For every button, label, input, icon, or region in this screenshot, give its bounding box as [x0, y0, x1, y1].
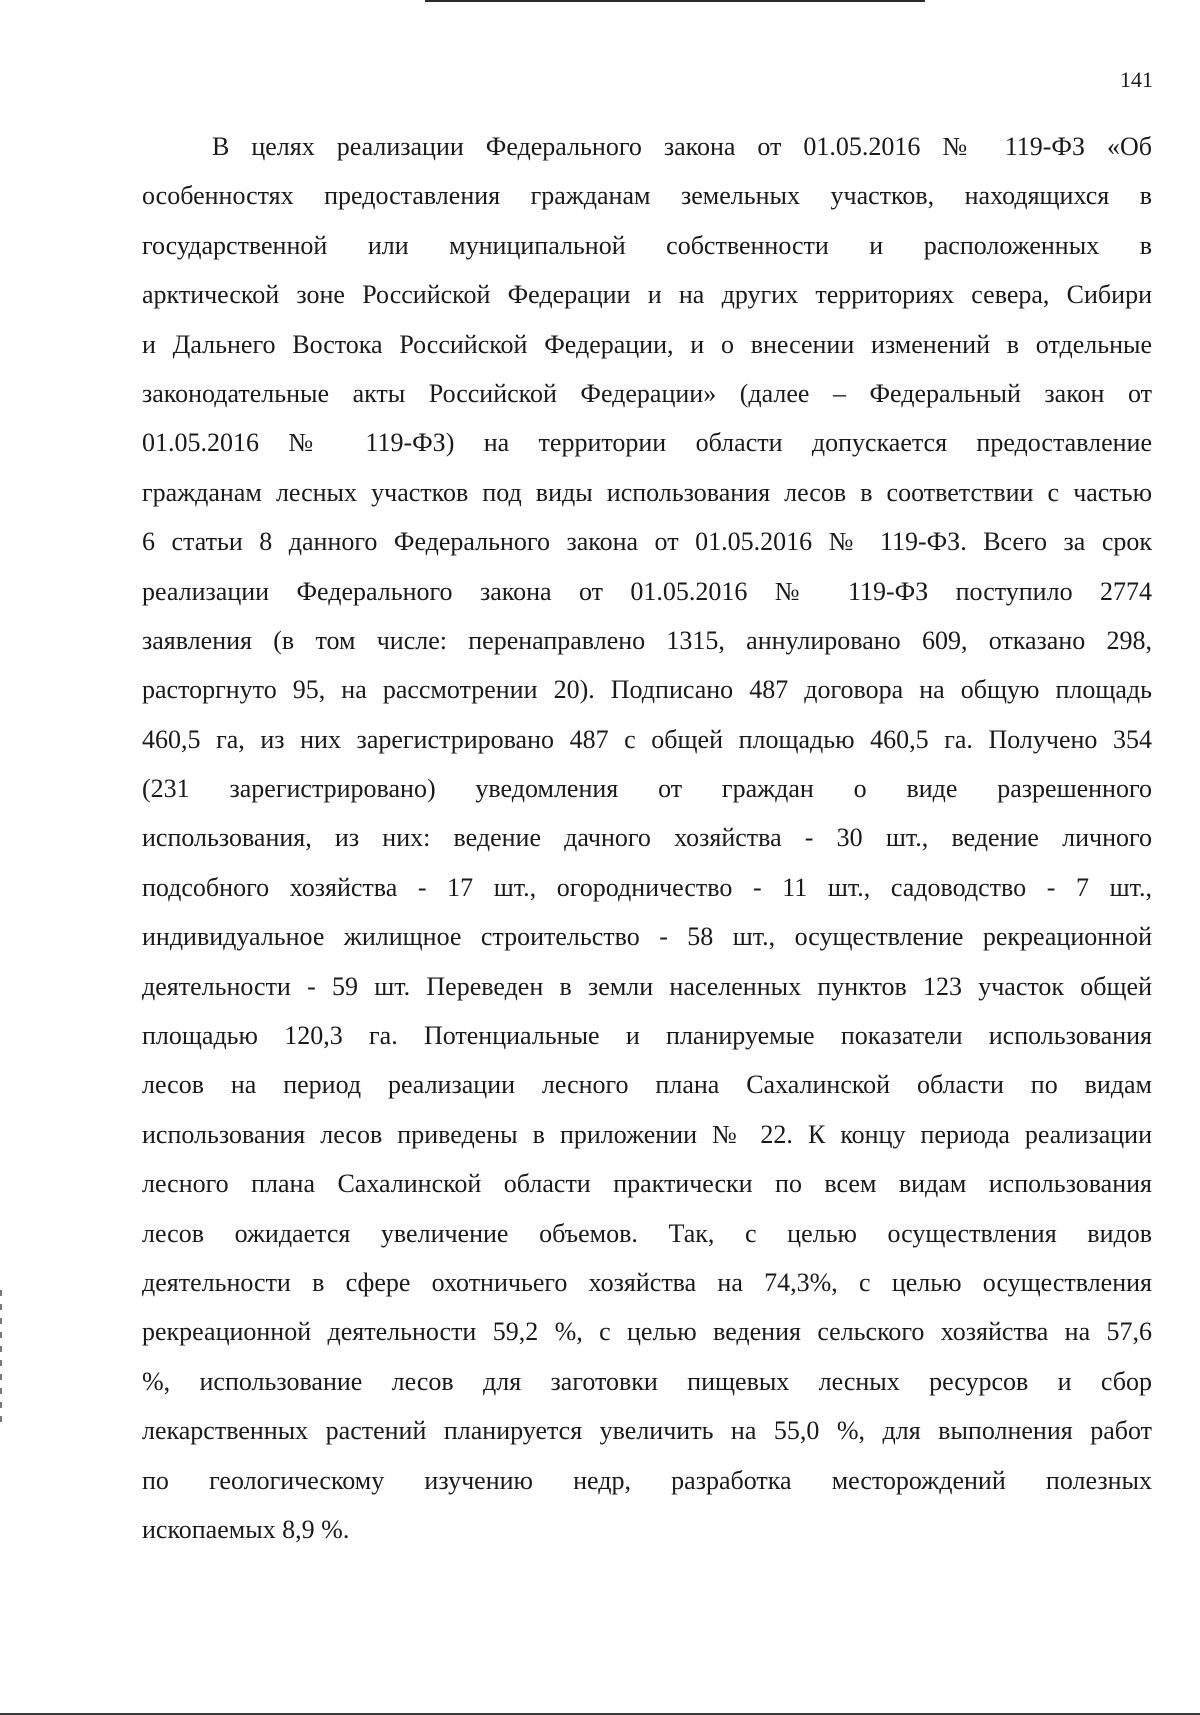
paragraph-line: %, использование лесов для заготовки пищевых лесных ресурсов и сбор [142, 1366, 1152, 1396]
paragraph-line: площадью 120,3 га. Потенциальные и планируемые показатели использования [142, 1021, 1152, 1051]
paragraph-line: особенностях предоставления гражданам земельных участков, находящихся в [142, 181, 1152, 211]
paragraph-line: заявления (в том числе: перенаправлено 1315, аннулировано 609, отказано 298, [142, 625, 1152, 655]
paragraph-line: и Дальнего Востока Российской Федерации, и о внесении изменений в отдельные [142, 329, 1152, 359]
paragraph-line: деятельности - 59 шт. Переведен в земли населенных пунктов 123 участок общей [142, 971, 1152, 1001]
scan-edge-left [0, 1290, 2, 1430]
paragraph-line: реализации Федерального закона от 01.05.2016 № 119-ФЗ поступило 2774 [142, 576, 1152, 606]
paragraph-line: (231 зарегистрировано) уведомления от граждан о виде разрешенного [142, 774, 1152, 804]
paragraph-line: индивидуальное жилищное строительство - 58 шт., осуществление рекреационной [142, 922, 1152, 952]
paragraph-line: 6 статьи 8 данного Федерального закона от 01.05.2016 № 119-ФЗ. Всего за срок [142, 527, 1152, 557]
paragraph-line: В целях реализации Федерального закона от 01.05.2016 № 119-ФЗ «Об [212, 132, 1152, 161]
page-number: 141 [1120, 67, 1153, 92]
paragraph-line: 460,5 га, из них зарегистрировано 487 с общей площадью 460,5 га. Получено 354 [142, 724, 1152, 754]
paragraph-line: деятельности в сфере охотничьего хозяйства на 74,3%, с целью осуществления [142, 1267, 1152, 1297]
paragraph-line: расторгнуто 95, на рассмотрении 20). Подписано 487 договора на общую площадь [142, 675, 1152, 705]
paragraph-line: законодательные акты Российской Федерации» (далее – Федеральный закон от [142, 378, 1152, 408]
paragraph-line: подсобного хозяйства - 17 шт., огородничество - 11 шт., садоводство - 7 шт., [142, 872, 1152, 902]
paragraph-line: лесов ожидается увеличение объемов. Так, с целью осуществления видов [142, 1218, 1152, 1248]
paragraph-line: рекреационной деятельности 59,2 %, с целью ведения сельского хозяйства на 57,6 [142, 1317, 1152, 1347]
paragraph-line: 01.05.2016 № 119-ФЗ) на территории области допускается предоставление [142, 428, 1152, 458]
paragraph-line: ископаемых 8,9 %. [142, 1514, 350, 1544]
paragraph-line: лекарственных растений планируется увеличить на 55,0 %, для выполнения работ [142, 1416, 1152, 1446]
paragraph-line: лесного плана Сахалинской области практически по всем видам использования [142, 1169, 1152, 1199]
paragraph-line: использования, из них: ведение дачного хозяйства - 30 шт., ведение личного [142, 823, 1152, 853]
paragraph-line: гражданам лесных участков под виды использования лесов в соответствии с частью [142, 477, 1152, 507]
scan-edge-top [425, 0, 925, 2]
body-paragraph [142, 122, 1152, 1554]
paragraph-line: государственной или муниципальной собственности и расположенных в [142, 230, 1152, 260]
paragraph-line: арктической зоне Российской Федерации и на других территориях севера, Сибири [142, 280, 1152, 310]
paragraph-line: использования лесов приведены в приложении № 22. К концу периода реализации [142, 1119, 1152, 1149]
paragraph-line: по геологическому изучению недр, разработка месторождений полезных [142, 1465, 1152, 1495]
paragraph-line: лесов на период реализации лесного плана Сахалинской области по видам [142, 1070, 1152, 1100]
